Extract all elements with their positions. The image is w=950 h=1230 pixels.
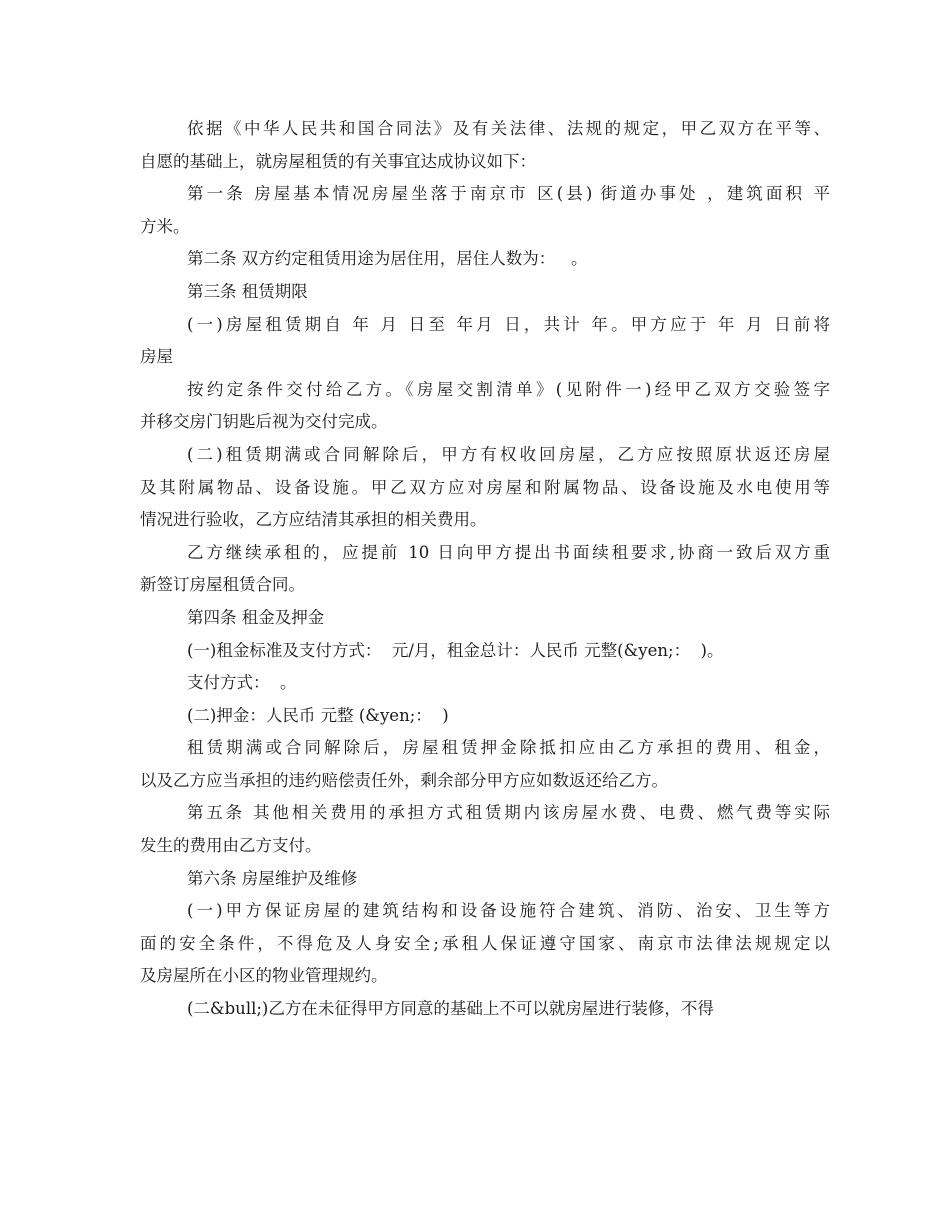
text-line: 第四条 租金及押金	[187, 607, 325, 627]
text-line: (二)租赁期满或合同解除后，甲方有权收回房屋，乙方应按照原状返还房屋	[187, 444, 830, 464]
text-line: 房屋	[140, 347, 173, 367]
text-line: 第一条 房屋基本情况房屋坐落于南京市 区(县) 街道办事处 ，建筑面积 平	[187, 184, 830, 204]
text-line: 第五条 其他相关费用的承担方式租赁期内该房屋水费、电费、燃气费等实际	[187, 803, 830, 823]
text-line: 以及乙方应当承担的违约赔偿责任外，剩余部分甲方应如数返还给乙方。	[140, 770, 668, 790]
contract-text-body	[140, 113, 830, 1026]
text-line: 情况进行验收，乙方应结清其承担的相关费用。	[140, 510, 487, 530]
text-line: 并移交房门钥匙后视为交付完成。	[140, 412, 388, 432]
text-line: 支付方式： 。	[187, 673, 297, 693]
text-line: 自愿的基础上，就房屋租赁的有关事宜达成协议如下：	[140, 151, 536, 171]
text-line: 方米。	[140, 216, 190, 236]
text-line: (一)房屋租赁期自 年 月 日至 年月 日，共计 年。甲方应于 年 月 日前将	[187, 314, 830, 334]
text-line: (二)押金：人民币 元整 (&yen;： )	[187, 705, 449, 725]
text-line: (一)甲方保证房屋的建筑结构和设备设施符合建筑、消防、治安、卫生等方	[187, 901, 830, 921]
text-line: 依据《中华人民共和国合同法》及有关法律、法规的规定，甲乙双方在平等、	[187, 119, 830, 138]
text-line: 面的安全条件，不得危及人身安全;承租人保证遵守国家、南京市法律法规规定以	[140, 933, 830, 953]
text-line: (一)租金标准及支付方式： 元/月，租金总计：人民币 元整(&yen;： )。	[187, 640, 724, 660]
text-line: 第六条 房屋维护及维修	[187, 868, 358, 888]
text-line: 第二条 双方约定租赁用途为居住用，居住人数为： 。	[187, 249, 588, 269]
text-line: 及房屋所在小区的物业管理规约。	[140, 966, 388, 986]
text-line: 第三条 租赁期限	[187, 281, 308, 301]
text-line: 新签订房屋租赁合同。	[140, 575, 305, 595]
text-line: (二&bull;)乙方在未征得甲方同意的基础上不可以就房屋进行装修，不得	[187, 999, 714, 1019]
text-line: 租赁期满或合同解除后，房屋租赁押金除抵扣应由乙方承担的费用、租金，	[187, 738, 830, 758]
text-line: 乙方继续承租的，应提前 10 日向甲方提出书面续租要求,协商一致后双方重	[187, 542, 830, 562]
text-line: 按约定条件交付给乙方。《房屋交割清单》(见附件一)经甲乙双方交验签字	[187, 379, 830, 399]
text-line: 发生的费用由乙方支付。	[140, 836, 322, 856]
text-line: 及其附属物品、设备设施。甲乙双方应对房屋和附属物品、设备设施及水电使用等	[140, 477, 830, 497]
